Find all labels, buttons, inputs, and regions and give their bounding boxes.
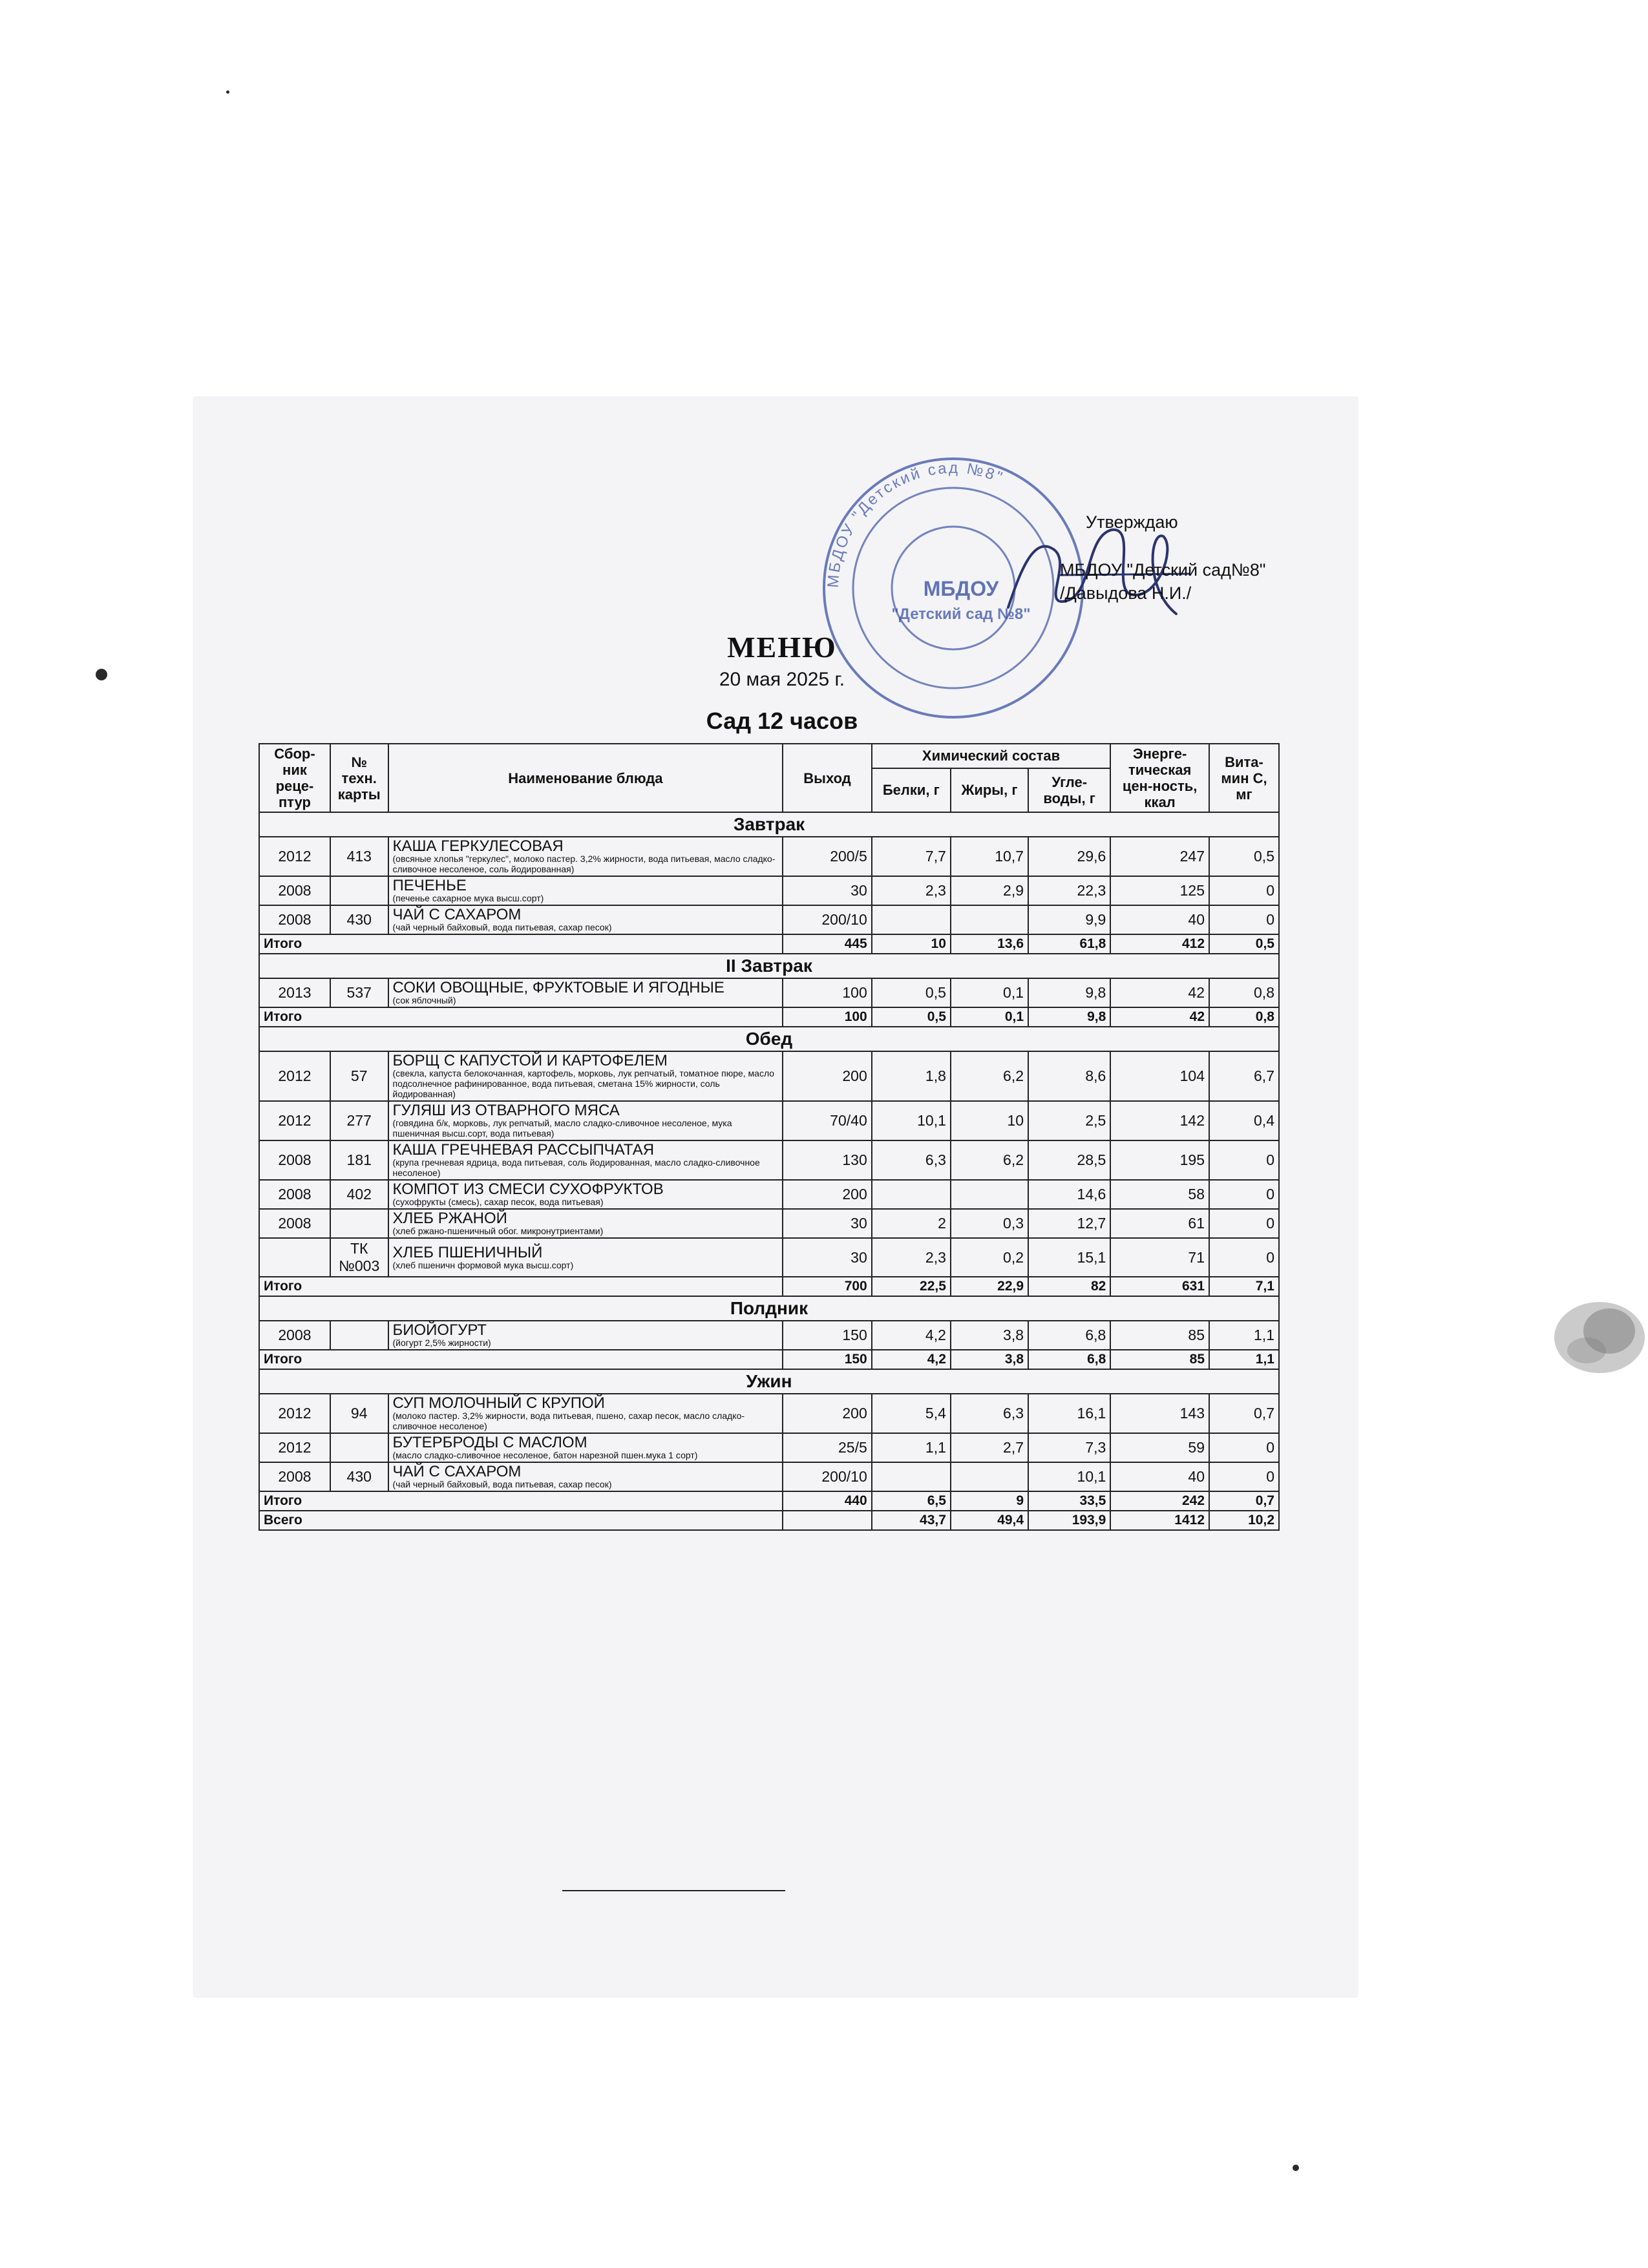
col-vitc-header: Вита-мин С, мг bbox=[1209, 744, 1279, 812]
dish-name: КАША ГРЕЧНЕВАЯ РАССЫПЧАТАЯ bbox=[392, 1141, 655, 1159]
cell-fat: 6,2 bbox=[951, 1140, 1028, 1180]
dish-ingredients: (йогурт 2,5% жирности) bbox=[392, 1338, 491, 1348]
table-row bbox=[259, 978, 1279, 1007]
dish-ingredients: (масло сладко-сливочное несоленое, батон нарезной пшен.мука 1 сорт) bbox=[392, 1450, 698, 1460]
cell-energy: 42 bbox=[1110, 978, 1209, 1007]
grand-total-vitc: 10,2 bbox=[1209, 1511, 1279, 1530]
cell-vitc: 0,7 bbox=[1209, 1394, 1279, 1433]
cell-fat: 10 bbox=[951, 1101, 1028, 1140]
cell-techcard bbox=[330, 1433, 388, 1462]
dish-name: ГУЛЯШ ИЗ ОТВАРНОГО МЯСА bbox=[392, 1102, 620, 1119]
approval-line1: Утверждаю bbox=[1086, 512, 1178, 532]
col-dish-header: Наименование блюда bbox=[388, 744, 783, 812]
col-chem-header: Химический состав bbox=[872, 744, 1111, 768]
cell-collection: 2008 bbox=[259, 876, 330, 905]
total-label: Итого bbox=[259, 1007, 783, 1027]
cell-fat: 0,2 bbox=[951, 1238, 1028, 1277]
section-title: II Завтрак bbox=[259, 954, 1279, 978]
cell-dish bbox=[388, 837, 783, 876]
approval-block bbox=[1060, 510, 1357, 605]
col-fat-header: Жиры, г bbox=[951, 768, 1028, 812]
cell-fat: 2,9 bbox=[951, 876, 1028, 905]
dish-name: ХЛЕБ РЖАНОЙ bbox=[392, 1210, 507, 1227]
cell-energy: 195 bbox=[1110, 1140, 1209, 1180]
table-row bbox=[259, 1462, 1279, 1491]
cell-fat: 3,8 bbox=[951, 1321, 1028, 1350]
stamp-ring-text: МБДОУ "Детский сад №8" bbox=[824, 459, 1007, 589]
section-header-row bbox=[259, 812, 1279, 837]
cell-techcard: 402 bbox=[330, 1180, 388, 1209]
cell-techcard: 277 bbox=[330, 1101, 388, 1140]
dish-name: ХЛЕБ ПШЕНИЧНЫЙ bbox=[392, 1243, 543, 1261]
cell-yield: 200 bbox=[783, 1051, 871, 1101]
cell-dish bbox=[388, 1180, 783, 1209]
table-row bbox=[259, 1433, 1279, 1462]
cell-vitc: 0 bbox=[1209, 1433, 1279, 1462]
speck bbox=[1293, 2165, 1299, 2171]
cell-yield: 200/5 bbox=[783, 837, 871, 876]
cell-yield: 130 bbox=[783, 1140, 871, 1180]
cell-fat: 6,3 bbox=[951, 1394, 1028, 1433]
cell-protein bbox=[872, 1180, 951, 1209]
approval-line3: /Давыдова Н.И./ bbox=[1060, 583, 1192, 603]
cell-collection: 2008 bbox=[259, 1321, 330, 1350]
cell-energy: 71 bbox=[1110, 1238, 1209, 1277]
cell-fat: 0,3 bbox=[951, 1209, 1028, 1238]
total-energy: 412 bbox=[1110, 934, 1209, 954]
cell-fat bbox=[951, 905, 1028, 934]
stamp-center-line2: "Детский сад №8" bbox=[891, 605, 1031, 623]
cell-collection: 2012 bbox=[259, 1433, 330, 1462]
grand-total-row bbox=[259, 1511, 1279, 1530]
total-vitc: 1,1 bbox=[1209, 1350, 1279, 1369]
total-vitc: 7,1 bbox=[1209, 1277, 1279, 1296]
total-label: Итого bbox=[259, 1277, 783, 1296]
stamp-center-line1: МБДОУ bbox=[923, 577, 999, 600]
dish-ingredients: (крупа гречневая ядрица, вода питьевая, соль йодированная, масло сладко-сливочное несоленое) bbox=[392, 1157, 760, 1178]
speck bbox=[226, 90, 229, 94]
cell-dish bbox=[388, 1051, 783, 1101]
ink-smudge bbox=[1538, 1286, 1648, 1389]
cell-vitc: 0 bbox=[1209, 1180, 1279, 1209]
cell-protein: 2 bbox=[872, 1209, 951, 1238]
cell-techcard bbox=[330, 876, 388, 905]
section-header-row bbox=[259, 954, 1279, 978]
cell-carbs: 12,7 bbox=[1028, 1209, 1110, 1238]
cell-vitc: 0 bbox=[1209, 1209, 1279, 1238]
cell-dish bbox=[388, 1321, 783, 1350]
cell-energy: 142 bbox=[1110, 1101, 1209, 1140]
cell-energy: 40 bbox=[1110, 905, 1209, 934]
cell-collection: 2008 bbox=[259, 1180, 330, 1209]
dish-name: БОРЩ С КАПУСТОЙ И КАРТОФЕЛЕМ bbox=[392, 1052, 668, 1069]
total-energy: 42 bbox=[1110, 1007, 1209, 1027]
cell-techcard: 430 bbox=[330, 905, 388, 934]
cell-techcard: 94 bbox=[330, 1394, 388, 1433]
dish-name: ЧАЙ С САХАРОМ bbox=[392, 1463, 522, 1480]
cell-carbs: 16,1 bbox=[1028, 1394, 1110, 1433]
cell-energy: 85 bbox=[1110, 1321, 1209, 1350]
total-yield: 150 bbox=[783, 1350, 871, 1369]
cell-carbs: 29,6 bbox=[1028, 837, 1110, 876]
table-row bbox=[259, 837, 1279, 876]
cell-protein: 2,3 bbox=[872, 1238, 951, 1277]
total-energy: 631 bbox=[1110, 1277, 1209, 1296]
cell-dish bbox=[388, 1462, 783, 1491]
total-carbs: 33,5 bbox=[1028, 1491, 1110, 1511]
total-row bbox=[259, 1277, 1279, 1296]
dish-name: КОМПОТ ИЗ СМЕСИ СУХОФРУКТОВ bbox=[392, 1181, 664, 1198]
cell-energy: 40 bbox=[1110, 1462, 1209, 1491]
cell-vitc: 0,4 bbox=[1209, 1101, 1279, 1140]
cell-energy: 143 bbox=[1110, 1394, 1209, 1433]
cell-fat bbox=[951, 1180, 1028, 1209]
approval-line2: МБДОУ "Детский сад№8" bbox=[1060, 560, 1266, 580]
cell-vitc: 0 bbox=[1209, 1238, 1279, 1277]
cell-protein bbox=[872, 905, 951, 934]
cell-collection: 2008 bbox=[259, 1462, 330, 1491]
table-row bbox=[259, 905, 1279, 934]
cell-techcard: 57 bbox=[330, 1051, 388, 1101]
total-fat: 22,9 bbox=[951, 1277, 1028, 1296]
dish-name: КАША ГЕРКУЛЕСОВАЯ bbox=[392, 837, 564, 855]
total-carbs: 9,8 bbox=[1028, 1007, 1110, 1027]
cell-vitc: 0,5 bbox=[1209, 837, 1279, 876]
total-vitc: 0,5 bbox=[1209, 934, 1279, 954]
cell-fat: 0,1 bbox=[951, 978, 1028, 1007]
dish-name: ЧАЙ С САХАРОМ bbox=[392, 906, 522, 923]
section-title: Завтрак bbox=[259, 812, 1279, 837]
cell-collection: 2012 bbox=[259, 1101, 330, 1140]
grand-total-label: Всего bbox=[259, 1511, 783, 1530]
total-fat: 13,6 bbox=[951, 934, 1028, 954]
dish-ingredients: (чай черный байховый, вода питьевая, сахар песок) bbox=[392, 1479, 612, 1489]
cell-carbs: 8,6 bbox=[1028, 1051, 1110, 1101]
total-label: Итого bbox=[259, 1491, 783, 1511]
cell-protein bbox=[872, 1462, 951, 1491]
cell-energy: 247 bbox=[1110, 837, 1209, 876]
speck bbox=[96, 669, 107, 680]
cell-dish bbox=[388, 1238, 783, 1277]
total-carbs: 82 bbox=[1028, 1277, 1110, 1296]
cell-fat bbox=[951, 1462, 1028, 1491]
cell-yield: 70/40 bbox=[783, 1101, 871, 1140]
cell-protein: 6,3 bbox=[872, 1140, 951, 1180]
dish-name: СУП МОЛОЧНЫЙ С КРУПОЙ bbox=[392, 1394, 605, 1412]
dish-ingredients: (хлеб ржано-пшеничный обог. микронутриентами) bbox=[392, 1226, 604, 1236]
total-carbs: 61,8 bbox=[1028, 934, 1110, 954]
cell-carbs: 6,8 bbox=[1028, 1321, 1110, 1350]
dish-ingredients: (хлеб пшеничн формовой мука высш.сорт) bbox=[392, 1259, 574, 1270]
cell-energy: 104 bbox=[1110, 1051, 1209, 1101]
total-yield: 440 bbox=[783, 1491, 871, 1511]
total-label: Итого bbox=[259, 1350, 783, 1369]
total-fat: 9 bbox=[951, 1491, 1028, 1511]
cell-yield: 100 bbox=[783, 978, 871, 1007]
page-title: МЕНЮ bbox=[727, 631, 837, 664]
cell-protein: 1,8 bbox=[872, 1051, 951, 1101]
section-header-row bbox=[259, 1369, 1279, 1394]
cell-dish bbox=[388, 1101, 783, 1140]
cell-techcard: 413 bbox=[330, 837, 388, 876]
section-header-row bbox=[259, 1027, 1279, 1051]
total-energy: 242 bbox=[1110, 1491, 1209, 1511]
total-yield: 700 bbox=[783, 1277, 871, 1296]
cell-protein: 0,5 bbox=[872, 978, 951, 1007]
cell-dish bbox=[388, 876, 783, 905]
cell-yield: 30 bbox=[783, 876, 871, 905]
cell-techcard: 181 bbox=[330, 1140, 388, 1180]
dish-name: БУТЕРБРОДЫ С МАСЛОМ bbox=[392, 1434, 587, 1451]
total-fat: 3,8 bbox=[951, 1350, 1028, 1369]
dish-ingredients: (свекла, капуста белокочанная, картофель, морковь, лук репчатый, томатное пюре, масло подсолнечное рафинированное, вода питьевая, сметана 15% жирности, соль йодированная) bbox=[392, 1068, 775, 1099]
dish-ingredients: (овсяные хлопья "геркулес", молоко пастер. 3,2% жирности, вода питьевая, масло сладко-сливочное несоленое, соль йодированная) bbox=[392, 854, 776, 874]
cell-yield: 200/10 bbox=[783, 905, 871, 934]
cell-collection bbox=[259, 1238, 330, 1277]
cell-carbs: 9,8 bbox=[1028, 978, 1110, 1007]
table-row bbox=[259, 1238, 1279, 1277]
cell-carbs: 14,6 bbox=[1028, 1180, 1110, 1209]
total-row bbox=[259, 1007, 1279, 1027]
cell-protein: 2,3 bbox=[872, 876, 951, 905]
menu-body bbox=[259, 812, 1279, 1530]
col-carbs-header: Угле-воды, г bbox=[1028, 768, 1110, 812]
cell-dish bbox=[388, 1433, 783, 1462]
cell-protein: 1,1 bbox=[872, 1433, 951, 1462]
grand-total-protein: 43,7 bbox=[872, 1511, 951, 1530]
cell-protein: 7,7 bbox=[872, 837, 951, 876]
cell-fat: 10,7 bbox=[951, 837, 1028, 876]
cell-carbs: 7,3 bbox=[1028, 1433, 1110, 1462]
total-protein: 22,5 bbox=[872, 1277, 951, 1296]
dish-ingredients: (сухофрукты (смесь), сахар песок, вода питьевая) bbox=[392, 1197, 604, 1207]
svg-text:МБДОУ "Детский сад №8" bbox=[825, 459, 1007, 588]
cell-vitc: 0 bbox=[1209, 905, 1279, 934]
total-vitc: 0,7 bbox=[1209, 1491, 1279, 1511]
table-row bbox=[259, 1101, 1279, 1140]
dish-ingredients: (сок яблочный) bbox=[392, 995, 456, 1005]
cell-vitc: 6,7 bbox=[1209, 1051, 1279, 1101]
total-energy: 85 bbox=[1110, 1350, 1209, 1369]
cell-energy: 61 bbox=[1110, 1209, 1209, 1238]
cell-carbs: 15,1 bbox=[1028, 1238, 1110, 1277]
cell-collection: 2008 bbox=[259, 905, 330, 934]
total-protein: 0,5 bbox=[872, 1007, 951, 1027]
dish-name: СОКИ ОВОЩНЫЕ, ФРУКТОВЫЕ И ЯГОДНЫЕ bbox=[392, 979, 724, 996]
grand-total-energy: 1412 bbox=[1110, 1511, 1209, 1530]
section-header-row bbox=[259, 1296, 1279, 1321]
dish-ingredients: (говядина б/к, морковь, лук репчатый, масло сладко-сливочное несоленое, мука пшеничная высш.сорт, вода питьевая) bbox=[392, 1118, 732, 1139]
col-protein-header: Белки, г bbox=[872, 768, 951, 812]
dish-ingredients: (печенье сахарное мука высш.сорт) bbox=[392, 893, 544, 903]
table-row bbox=[259, 1180, 1279, 1209]
cell-collection: 2012 bbox=[259, 1051, 330, 1101]
cell-fat: 2,7 bbox=[951, 1433, 1028, 1462]
total-protein: 10 bbox=[872, 934, 951, 954]
total-row bbox=[259, 1350, 1279, 1369]
cell-vitc: 0 bbox=[1209, 1462, 1279, 1491]
cell-techcard: ТК №003 bbox=[330, 1238, 388, 1277]
cell-vitc: 0,8 bbox=[1209, 978, 1279, 1007]
table-row bbox=[259, 1394, 1279, 1433]
menu-date: 20 мая 2025 г. bbox=[719, 669, 845, 690]
cell-energy: 125 bbox=[1110, 876, 1209, 905]
col-techcard-header: № техн. карты bbox=[330, 744, 388, 812]
grand-total-fat: 49,4 bbox=[951, 1511, 1028, 1530]
table-row bbox=[259, 1209, 1279, 1238]
cell-protein: 10,1 bbox=[872, 1101, 951, 1140]
cell-dish bbox=[388, 978, 783, 1007]
cell-carbs: 2,5 bbox=[1028, 1101, 1110, 1140]
menu-subtitle: Сад 12 часов bbox=[706, 708, 858, 734]
cell-techcard bbox=[330, 1209, 388, 1238]
cell-yield: 200/10 bbox=[783, 1462, 871, 1491]
cell-collection: 2012 bbox=[259, 1394, 330, 1433]
dish-name: ПЕЧЕНЬЕ bbox=[392, 877, 467, 894]
cell-carbs: 28,5 bbox=[1028, 1140, 1110, 1180]
cell-yield: 30 bbox=[783, 1209, 871, 1238]
cell-collection: 2008 bbox=[259, 1140, 330, 1180]
cell-vitc: 0 bbox=[1209, 1140, 1279, 1180]
cell-dish bbox=[388, 1394, 783, 1433]
dish-ingredients: (молоко пастер. 3,2% жирности, вода питьевая, пшено, сахар песок, масло сладко-сливочное несоленое) bbox=[392, 1411, 745, 1431]
col-energy-header: Энерге-тическая цен-ность, ккал bbox=[1110, 744, 1209, 812]
total-fat: 0,1 bbox=[951, 1007, 1028, 1027]
cell-yield: 25/5 bbox=[783, 1433, 871, 1462]
total-label: Итого bbox=[259, 934, 783, 954]
cell-energy: 58 bbox=[1110, 1180, 1209, 1209]
total-row bbox=[259, 1491, 1279, 1511]
section-title: Обед bbox=[259, 1027, 1279, 1051]
cell-collection: 2008 bbox=[259, 1209, 330, 1238]
cell-carbs: 22,3 bbox=[1028, 876, 1110, 905]
cell-protein: 5,4 bbox=[872, 1394, 951, 1433]
section-title: Полдник bbox=[259, 1296, 1279, 1321]
total-vitc: 0,8 bbox=[1209, 1007, 1279, 1027]
footer-rule bbox=[562, 1890, 785, 1891]
cell-fat: 6,2 bbox=[951, 1051, 1028, 1101]
total-protein: 6,5 bbox=[872, 1491, 951, 1511]
total-row bbox=[259, 934, 1279, 954]
section-title: Ужин bbox=[259, 1369, 1279, 1394]
cell-yield: 200 bbox=[783, 1180, 871, 1209]
grand-total-carbs: 193,9 bbox=[1028, 1511, 1110, 1530]
col-collection-header: Сбор-ник реце-птур bbox=[259, 744, 330, 812]
cell-collection: 2012 bbox=[259, 837, 330, 876]
cell-yield: 30 bbox=[783, 1238, 871, 1277]
cell-yield: 150 bbox=[783, 1321, 871, 1350]
menu-table bbox=[259, 743, 1280, 1531]
cell-yield: 200 bbox=[783, 1394, 871, 1433]
table-row bbox=[259, 1140, 1279, 1180]
dish-ingredients: (чай черный байховый, вода питьевая, сахар песок) bbox=[392, 922, 612, 932]
table-row bbox=[259, 876, 1279, 905]
cell-vitc: 0 bbox=[1209, 876, 1279, 905]
cell-carbs: 9,9 bbox=[1028, 905, 1110, 934]
cell-techcard bbox=[330, 1321, 388, 1350]
cell-carbs: 10,1 bbox=[1028, 1462, 1110, 1491]
cell-dish bbox=[388, 1140, 783, 1180]
total-yield: 100 bbox=[783, 1007, 871, 1027]
cell-collection: 2013 bbox=[259, 978, 330, 1007]
cell-techcard: 430 bbox=[330, 1462, 388, 1491]
table-row bbox=[259, 1321, 1279, 1350]
grand-total-yield bbox=[783, 1511, 871, 1530]
cell-energy: 59 bbox=[1110, 1433, 1209, 1462]
table-row bbox=[259, 1051, 1279, 1101]
total-carbs: 6,8 bbox=[1028, 1350, 1110, 1369]
dish-name: БИОЙОГУРТ bbox=[392, 1321, 487, 1339]
col-yield-header: Выход bbox=[783, 744, 871, 812]
total-yield: 445 bbox=[783, 934, 871, 954]
cell-techcard: 537 bbox=[330, 978, 388, 1007]
cell-dish bbox=[388, 905, 783, 934]
cell-protein: 4,2 bbox=[872, 1321, 951, 1350]
cell-vitc: 1,1 bbox=[1209, 1321, 1279, 1350]
cell-dish bbox=[388, 1209, 783, 1238]
total-protein: 4,2 bbox=[872, 1350, 951, 1369]
